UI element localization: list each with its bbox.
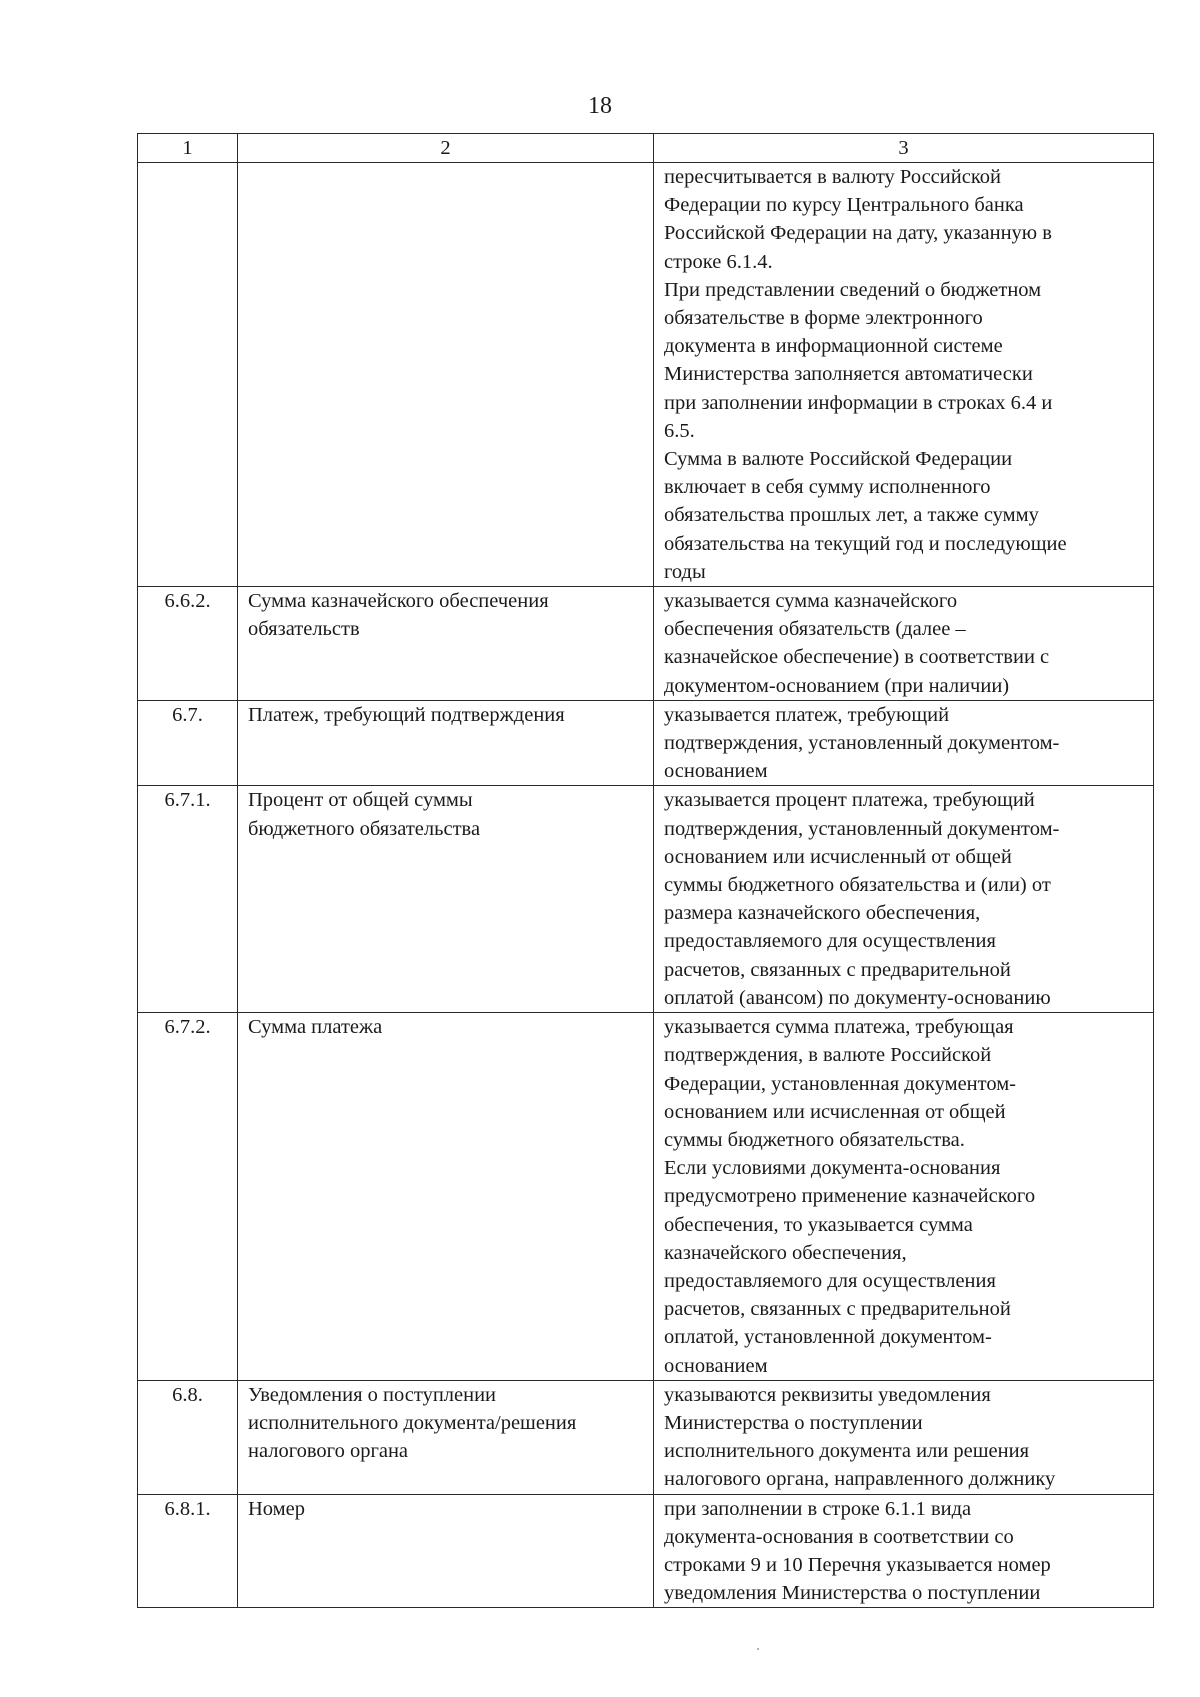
field-name-line: налогового органа: [248, 1440, 409, 1463]
field-description-line: Федерации по курсу Центрального банка: [664, 194, 1024, 217]
row-number: 6.8.1.: [138, 1494, 238, 1608]
field-name: [238, 1494, 654, 1608]
field-description-line: Сумма в валюте Российской Федерации: [664, 448, 1013, 471]
field-description-line: подтверждения, в валюте Российской: [664, 1044, 992, 1067]
field-name: [238, 700, 654, 786]
field-description-line: обеспечения обязательств (далее –: [664, 618, 966, 641]
table-row: [138, 786, 1154, 1013]
page-number: 18: [588, 93, 612, 119]
field-description-line: казначейское обеспечение) в соответствии с: [664, 646, 1050, 669]
field-description-line: обязательства на текущий год и последующие: [664, 532, 1067, 555]
field-description-line: указывается платеж, требующий: [664, 703, 950, 726]
table-row: [138, 1380, 1154, 1494]
table-body: [138, 163, 1154, 1608]
field-description-line: предусмотрено применение казначейского: [664, 1185, 1036, 1208]
field-name-line: Сумма платежа: [248, 1016, 383, 1039]
field-description-line: предоставляемого для осуществления: [664, 930, 996, 953]
field-description-line: документом-основанием (при наличии): [664, 674, 1010, 697]
field-description: [654, 786, 1154, 1013]
field-description-line: Федерации, установленная документом-: [664, 1072, 1016, 1095]
field-description-line: основанием или исчисленный от общей: [664, 845, 1012, 868]
header-row: [138, 134, 1154, 163]
field-description-line: документа в информационной системе: [664, 335, 1003, 358]
field-description-line: исполнительного документа или решения: [664, 1440, 1030, 1463]
field-description-line: указывается сумма платежа, требующая: [664, 1016, 1014, 1039]
field-description-line: Министерства о поступлении: [664, 1411, 923, 1434]
field-description-line: основанием: [664, 760, 768, 783]
field-description-line: расчетов, связанных с предварительной: [664, 958, 1011, 981]
field-name: [238, 786, 654, 1013]
row-number: 6.8.: [138, 1380, 238, 1494]
field-description-line: Российской Федерации на дату, указанную в: [664, 222, 1052, 245]
field-description: [654, 1013, 1154, 1381]
table-row: [138, 587, 1154, 701]
field-description-line: основанием: [664, 1354, 768, 1377]
field-name: [238, 587, 654, 701]
field-description-line: строками 9 и 10 Перечня указывается номер: [664, 1553, 1051, 1576]
field-name-line: Процент от общей суммы: [248, 789, 473, 812]
field-description-line: при заполнении информации в строках 6.4 и: [664, 391, 1053, 414]
field-description: [654, 1380, 1154, 1494]
field-name-line: исполнительного документа/решения: [248, 1411, 577, 1434]
field-description-line: уведомления Министерства о поступлении: [664, 1582, 1041, 1605]
row-number: 6.7.2.: [138, 1013, 238, 1381]
field-name: [238, 163, 654, 587]
field-name-line: Сумма казначейского обеспечения: [248, 590, 549, 613]
field-description-line: подтверждения, установленный документом-: [664, 817, 1060, 840]
field-description-line: суммы бюджетного обязательства и (или) от: [664, 874, 1051, 897]
field-name: [238, 1013, 654, 1381]
scan-speck: [757, 1648, 759, 1650]
field-description: [654, 700, 1154, 786]
field-description-line: указывается процент платежа, требующий: [664, 789, 1035, 812]
column-header-1: 1: [138, 134, 238, 163]
field-description-line: предоставляемого для осуществления: [664, 1269, 996, 1292]
column-header-3: 3: [654, 134, 1154, 163]
field-description-line: Министерства заполняется автоматически: [664, 363, 1033, 386]
column-header-2: 2: [238, 134, 654, 163]
field-name: [238, 1380, 654, 1494]
row-number: 6.6.2.: [138, 587, 238, 701]
field-description-line: налогового органа, направленного должнику: [664, 1468, 1056, 1491]
field-description-line: Если условиями документа-основания: [664, 1157, 1001, 1180]
field-description-line: суммы бюджетного обязательства.: [664, 1128, 965, 1151]
field-name-line: Номер: [248, 1497, 305, 1520]
table-header: [138, 134, 1154, 163]
field-name-line: обязательств: [248, 618, 360, 641]
field-description-line: обязательства прошлых лет, а также сумму: [664, 504, 1039, 527]
field-name-line: Уведомления о поступлении: [248, 1383, 497, 1406]
field-description-line: обеспечения, то указывается сумма: [664, 1213, 973, 1236]
field-description-line: включает в себя сумму исполненного: [664, 476, 991, 499]
field-description-line: указывается сумма казначейского: [664, 590, 958, 613]
field-description-line: расчетов, связанных с предварительной: [664, 1298, 1011, 1321]
table-row: [138, 163, 1154, 587]
field-description-line: При представлении сведений о бюджетном: [664, 278, 1042, 301]
field-name-line: бюджетного обязательства: [248, 817, 481, 840]
table-row: [138, 1013, 1154, 1381]
field-description-line: оплатой, установленной документом-: [664, 1326, 992, 1349]
row-number: [138, 163, 238, 587]
field-description-line: годы: [664, 560, 706, 583]
field-description: [654, 163, 1154, 587]
field-description-line: обязательстве в форме электронного: [664, 307, 983, 330]
field-description-line: указываются реквизиты уведомления: [664, 1383, 991, 1406]
table-row: [138, 700, 1154, 786]
field-description-line: размера казначейского обеспечения,: [664, 902, 981, 925]
field-description-line: подтверждения, установленный документом-: [664, 732, 1060, 755]
table-row: [138, 1494, 1154, 1608]
field-name-line: Платеж, требующий подтверждения: [248, 703, 565, 726]
field-description: [654, 587, 1154, 701]
field-description-line: оплатой (авансом) по документу-основанию: [664, 986, 1051, 1009]
field-description-line: 6.5.: [664, 419, 695, 442]
field-description-line: документа-основания в соответствии со: [664, 1525, 1014, 1548]
field-description-line: казначейского обеспечения,: [664, 1241, 907, 1264]
field-description-line: пересчитывается в валюту Российской: [664, 166, 1001, 188]
row-number: 6.7.1.: [138, 786, 238, 1013]
requisites-table: [137, 133, 1154, 1608]
field-description-line: при заполнении в строке 6.1.1 вида: [664, 1497, 972, 1520]
field-description: [654, 1494, 1154, 1608]
field-description-line: строке 6.1.4.: [664, 250, 773, 273]
row-number: 6.7.: [138, 700, 238, 786]
field-description-line: основанием или исчисленная от общей: [664, 1100, 1006, 1123]
